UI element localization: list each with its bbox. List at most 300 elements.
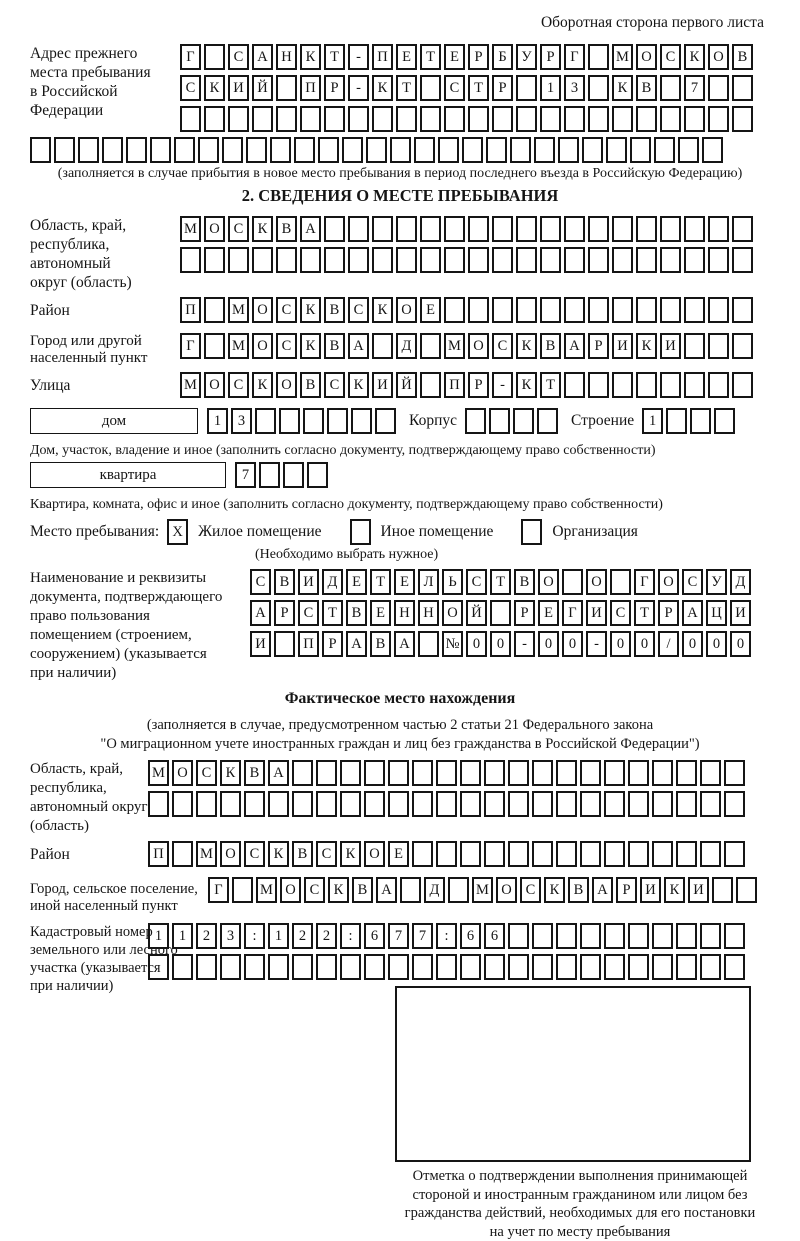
char-cell[interactable]: 2 (196, 923, 217, 949)
char-cell[interactable] (652, 954, 673, 980)
char-cell[interactable] (708, 75, 729, 101)
char-cell[interactable] (316, 791, 337, 817)
char-cell[interactable] (340, 954, 361, 980)
char-cell[interactable] (259, 462, 280, 488)
char-cell[interactable]: 3 (564, 75, 585, 101)
char-cell[interactable] (490, 600, 511, 626)
char-cell[interactable]: И (298, 569, 319, 595)
char-cell[interactable]: 7 (412, 923, 433, 949)
char-cell[interactable]: Т (420, 44, 441, 70)
char-cell[interactable] (348, 106, 369, 132)
char-cell[interactable] (126, 137, 147, 163)
char-cell[interactable]: 1 (148, 923, 169, 949)
char-cell[interactable] (564, 216, 585, 242)
char-cell[interactable] (204, 333, 225, 359)
char-cell[interactable] (708, 372, 729, 398)
char-cell[interactable] (324, 216, 345, 242)
char-cell[interactable] (148, 791, 169, 817)
char-cell[interactable]: С (304, 877, 325, 903)
char-cell[interactable]: - (348, 75, 369, 101)
char-cell[interactable]: - (492, 372, 513, 398)
char-cell[interactable]: М (180, 372, 201, 398)
char-cell[interactable] (180, 106, 201, 132)
char-cell[interactable] (420, 247, 441, 273)
char-cell[interactable] (628, 791, 649, 817)
char-cell[interactable]: Т (370, 569, 391, 595)
char-cell[interactable] (732, 247, 753, 273)
char-cell[interactable] (420, 216, 441, 242)
char-cell[interactable]: - (348, 44, 369, 70)
char-cell[interactable]: К (340, 841, 361, 867)
char-cell[interactable] (532, 791, 553, 817)
char-cell[interactable]: 0 (538, 631, 559, 657)
char-cell[interactable] (294, 137, 315, 163)
char-cell[interactable] (484, 954, 505, 980)
char-cell[interactable] (724, 791, 745, 817)
char-cell[interactable]: М (612, 44, 633, 70)
char-cell[interactable]: 1 (207, 408, 228, 434)
char-cell[interactable]: 0 (682, 631, 703, 657)
char-cell[interactable]: Е (420, 297, 441, 323)
char-cell[interactable] (316, 954, 337, 980)
char-cell[interactable] (612, 297, 633, 323)
char-cell[interactable]: С (316, 841, 337, 867)
char-cell[interactable]: Т (324, 44, 345, 70)
char-cell[interactable] (460, 791, 481, 817)
prev-address-row-1[interactable] (180, 44, 756, 70)
char-cell[interactable] (78, 137, 99, 163)
char-cell[interactable]: К (612, 75, 633, 101)
char-cell[interactable]: С (660, 44, 681, 70)
char-cell[interactable] (196, 954, 217, 980)
char-cell[interactable] (468, 216, 489, 242)
char-cell[interactable] (396, 247, 417, 273)
char-cell[interactable] (348, 216, 369, 242)
char-cell[interactable]: В (276, 216, 297, 242)
char-cell[interactable] (532, 923, 553, 949)
char-cell[interactable] (228, 247, 249, 273)
char-cell[interactable] (660, 372, 681, 398)
char-cell[interactable] (508, 841, 529, 867)
char-cell[interactable]: 3 (220, 923, 241, 949)
char-cell[interactable]: 2 (316, 923, 337, 949)
char-cell[interactable] (492, 297, 513, 323)
char-cell[interactable]: / (658, 631, 679, 657)
char-cell[interactable] (556, 954, 577, 980)
char-cell[interactable] (444, 297, 465, 323)
char-cell[interactable] (292, 760, 313, 786)
char-cell[interactable] (420, 106, 441, 132)
char-cell[interactable]: К (220, 760, 241, 786)
char-cell[interactable] (652, 791, 673, 817)
char-cell[interactable]: И (586, 600, 607, 626)
char-cell[interactable] (508, 791, 529, 817)
char-cell[interactable]: Е (388, 841, 409, 867)
char-cell[interactable] (580, 841, 601, 867)
char-cell[interactable]: С (228, 216, 249, 242)
char-cell[interactable] (327, 408, 348, 434)
char-cell[interactable] (444, 216, 465, 242)
checkbox-residential[interactable]: X (167, 519, 188, 545)
char-cell[interactable]: О (280, 877, 301, 903)
char-cell[interactable] (556, 841, 577, 867)
char-cell[interactable] (628, 760, 649, 786)
char-cell[interactable]: М (256, 877, 277, 903)
char-cell[interactable] (690, 408, 711, 434)
char-cell[interactable] (684, 247, 705, 273)
char-cell[interactable]: Й (466, 600, 487, 626)
char-cell[interactable]: А (394, 631, 415, 657)
char-cell[interactable]: И (640, 877, 661, 903)
char-cell[interactable]: Е (396, 44, 417, 70)
char-cell[interactable]: В (352, 877, 373, 903)
char-cell[interactable] (420, 333, 441, 359)
char-cell[interactable]: Б (492, 44, 513, 70)
char-cell[interactable] (678, 137, 699, 163)
char-cell[interactable] (388, 954, 409, 980)
char-cell[interactable] (324, 247, 345, 273)
char-cell[interactable]: П (180, 297, 201, 323)
char-cell[interactable] (612, 372, 633, 398)
char-cell[interactable]: И (250, 631, 271, 657)
char-cell[interactable] (180, 247, 201, 273)
char-cell[interactable] (412, 760, 433, 786)
char-cell[interactable]: О (204, 372, 225, 398)
cadastre-row-1[interactable] (148, 923, 748, 949)
char-cell[interactable]: : (436, 923, 457, 949)
char-cell[interactable]: О (468, 333, 489, 359)
char-cell[interactable]: В (540, 333, 561, 359)
char-cell[interactable] (412, 841, 433, 867)
char-cell[interactable] (279, 408, 300, 434)
char-cell[interactable]: О (538, 569, 559, 595)
char-cell[interactable]: И (730, 600, 751, 626)
char-cell[interactable] (300, 247, 321, 273)
char-cell[interactable] (232, 877, 253, 903)
char-cell[interactable]: М (228, 297, 249, 323)
char-cell[interactable] (486, 137, 507, 163)
char-cell[interactable] (556, 760, 577, 786)
char-cell[interactable] (204, 247, 225, 273)
char-cell[interactable] (564, 297, 585, 323)
char-cell[interactable]: П (372, 44, 393, 70)
char-cell[interactable]: С (682, 569, 703, 595)
char-cell[interactable]: В (732, 44, 753, 70)
char-cell[interactable] (400, 877, 421, 903)
document-row-2[interactable] (250, 600, 754, 626)
char-cell[interactable] (532, 841, 553, 867)
checkbox-other-premises[interactable] (350, 519, 371, 545)
char-cell[interactable]: С (228, 44, 249, 70)
char-cell[interactable]: В (636, 75, 657, 101)
char-cell[interactable] (540, 216, 561, 242)
char-cell[interactable] (700, 791, 721, 817)
char-cell[interactable] (652, 760, 673, 786)
char-cell[interactable] (556, 923, 577, 949)
char-cell[interactable]: К (372, 75, 393, 101)
char-cell[interactable]: Г (564, 44, 585, 70)
char-cell[interactable] (172, 791, 193, 817)
char-cell[interactable] (540, 106, 561, 132)
char-cell[interactable] (534, 137, 555, 163)
char-cell[interactable]: Н (418, 600, 439, 626)
actual-region-row-2[interactable] (148, 791, 748, 817)
char-cell[interactable] (448, 877, 469, 903)
char-cell[interactable]: Ц (706, 600, 727, 626)
char-cell[interactable]: Е (346, 569, 367, 595)
char-cell[interactable]: Р (540, 44, 561, 70)
char-cell[interactable]: А (346, 631, 367, 657)
char-cell[interactable] (388, 760, 409, 786)
cadastre-row-2[interactable] (148, 954, 748, 980)
char-cell[interactable] (736, 877, 757, 903)
char-cell[interactable]: А (250, 600, 271, 626)
char-cell[interactable] (606, 137, 627, 163)
char-cell[interactable]: Е (538, 600, 559, 626)
char-cell[interactable]: С (244, 841, 265, 867)
char-cell[interactable] (700, 841, 721, 867)
char-cell[interactable]: М (444, 333, 465, 359)
char-cell[interactable]: Е (394, 569, 415, 595)
char-cell[interactable] (492, 106, 513, 132)
char-cell[interactable]: О (396, 297, 417, 323)
char-cell[interactable] (628, 954, 649, 980)
char-cell[interactable]: К (372, 297, 393, 323)
char-cell[interactable] (580, 791, 601, 817)
char-cell[interactable] (244, 791, 265, 817)
char-cell[interactable] (220, 954, 241, 980)
char-cell[interactable]: - (586, 631, 607, 657)
char-cell[interactable]: Г (562, 600, 583, 626)
char-cell[interactable]: 0 (466, 631, 487, 657)
prev-address-row-4[interactable] (30, 137, 770, 163)
char-cell[interactable] (436, 954, 457, 980)
char-cell[interactable] (652, 923, 673, 949)
char-cell[interactable] (222, 137, 243, 163)
char-cell[interactable] (283, 462, 304, 488)
char-cell[interactable]: Р (492, 75, 513, 101)
char-cell[interactable]: А (268, 760, 289, 786)
char-cell[interactable] (588, 216, 609, 242)
char-cell[interactable]: К (300, 333, 321, 359)
char-cell[interactable] (630, 137, 651, 163)
char-cell[interactable] (292, 954, 313, 980)
char-cell[interactable]: В (514, 569, 535, 595)
char-cell[interactable] (676, 841, 697, 867)
char-cell[interactable]: В (324, 297, 345, 323)
char-cell[interactable]: М (196, 841, 217, 867)
char-cell[interactable] (268, 954, 289, 980)
char-cell[interactable]: И (688, 877, 709, 903)
char-cell[interactable] (372, 333, 393, 359)
district-grid[interactable] (180, 297, 756, 323)
char-cell[interactable]: 7 (388, 923, 409, 949)
char-cell[interactable] (460, 841, 481, 867)
char-cell[interactable]: С (250, 569, 271, 595)
char-cell[interactable] (307, 462, 328, 488)
char-cell[interactable] (484, 760, 505, 786)
char-cell[interactable]: 0 (490, 631, 511, 657)
char-cell[interactable] (660, 216, 681, 242)
char-cell[interactable]: Н (394, 600, 415, 626)
char-cell[interactable] (732, 333, 753, 359)
char-cell[interactable] (342, 137, 363, 163)
char-cell[interactable] (636, 106, 657, 132)
char-cell[interactable] (612, 247, 633, 273)
char-cell[interactable] (351, 408, 372, 434)
char-cell[interactable] (372, 247, 393, 273)
region-row-1[interactable] (180, 216, 756, 242)
char-cell[interactable] (666, 408, 687, 434)
char-cell[interactable] (172, 841, 193, 867)
char-cell[interactable] (732, 372, 753, 398)
char-cell[interactable] (540, 297, 561, 323)
char-cell[interactable]: К (204, 75, 225, 101)
char-cell[interactable] (636, 216, 657, 242)
char-cell[interactable]: Г (208, 877, 229, 903)
char-cell[interactable]: С (466, 569, 487, 595)
char-cell[interactable] (604, 923, 625, 949)
char-cell[interactable] (628, 841, 649, 867)
char-cell[interactable]: 1 (540, 75, 561, 101)
char-cell[interactable] (412, 791, 433, 817)
char-cell[interactable] (556, 791, 577, 817)
char-cell[interactable]: : (244, 923, 265, 949)
char-cell[interactable] (276, 106, 297, 132)
char-cell[interactable] (724, 923, 745, 949)
char-cell[interactable]: - (514, 631, 535, 657)
char-cell[interactable] (516, 297, 537, 323)
char-cell[interactable]: К (252, 216, 273, 242)
char-cell[interactable] (30, 137, 51, 163)
char-cell[interactable] (612, 216, 633, 242)
char-cell[interactable]: Р (514, 600, 535, 626)
char-cell[interactable] (610, 569, 631, 595)
char-cell[interactable]: К (664, 877, 685, 903)
char-cell[interactable] (588, 372, 609, 398)
char-cell[interactable] (700, 954, 721, 980)
char-cell[interactable]: О (636, 44, 657, 70)
char-cell[interactable] (268, 791, 289, 817)
char-cell[interactable] (412, 954, 433, 980)
house-grid[interactable] (207, 408, 399, 434)
char-cell[interactable] (660, 247, 681, 273)
char-cell[interactable]: О (586, 569, 607, 595)
char-cell[interactable] (270, 137, 291, 163)
char-cell[interactable]: Д (730, 569, 751, 595)
char-cell[interactable] (708, 216, 729, 242)
char-cell[interactable] (582, 137, 603, 163)
char-cell[interactable] (537, 408, 558, 434)
char-cell[interactable] (375, 408, 396, 434)
char-cell[interactable] (660, 297, 681, 323)
char-cell[interactable]: Р (658, 600, 679, 626)
char-cell[interactable]: А (376, 877, 397, 903)
char-cell[interactable] (724, 760, 745, 786)
actual-city-grid[interactable] (208, 877, 760, 903)
char-cell[interactable] (508, 760, 529, 786)
char-cell[interactable] (712, 877, 733, 903)
char-cell[interactable]: А (300, 216, 321, 242)
char-cell[interactable]: О (204, 216, 225, 242)
char-cell[interactable]: К (684, 44, 705, 70)
apartment-grid[interactable] (235, 462, 331, 488)
actual-district-grid[interactable] (148, 841, 748, 867)
char-cell[interactable]: 6 (364, 923, 385, 949)
char-cell[interactable]: Р (616, 877, 637, 903)
char-cell[interactable]: Д (424, 877, 445, 903)
char-cell[interactable] (676, 923, 697, 949)
char-cell[interactable] (396, 106, 417, 132)
char-cell[interactable] (684, 297, 705, 323)
char-cell[interactable]: 0 (562, 631, 583, 657)
char-cell[interactable]: 0 (730, 631, 751, 657)
stroenie-grid[interactable] (642, 408, 738, 434)
char-cell[interactable] (564, 247, 585, 273)
char-cell[interactable] (532, 760, 553, 786)
char-cell[interactable] (484, 791, 505, 817)
char-cell[interactable]: М (180, 216, 201, 242)
char-cell[interactable]: А (564, 333, 585, 359)
char-cell[interactable]: Л (418, 569, 439, 595)
char-cell[interactable]: С (444, 75, 465, 101)
char-cell[interactable]: И (372, 372, 393, 398)
char-cell[interactable] (732, 216, 753, 242)
char-cell[interactable]: Т (468, 75, 489, 101)
char-cell[interactable]: О (252, 297, 273, 323)
char-cell[interactable] (220, 791, 241, 817)
char-cell[interactable] (708, 106, 729, 132)
char-cell[interactable] (684, 333, 705, 359)
char-cell[interactable] (436, 841, 457, 867)
char-cell[interactable] (684, 216, 705, 242)
char-cell[interactable]: 2 (292, 923, 313, 949)
char-cell[interactable] (444, 106, 465, 132)
char-cell[interactable]: И (228, 75, 249, 101)
char-cell[interactable]: Р (322, 631, 343, 657)
char-cell[interactable] (276, 247, 297, 273)
char-cell[interactable] (492, 247, 513, 273)
char-cell[interactable] (492, 216, 513, 242)
char-cell[interactable]: М (148, 760, 169, 786)
char-cell[interactable]: Ь (442, 569, 463, 595)
char-cell[interactable] (274, 631, 295, 657)
char-cell[interactable] (364, 954, 385, 980)
char-cell[interactable] (580, 760, 601, 786)
char-cell[interactable] (516, 75, 537, 101)
char-cell[interactable]: О (442, 600, 463, 626)
char-cell[interactable]: С (610, 600, 631, 626)
char-cell[interactable] (372, 106, 393, 132)
char-cell[interactable]: 7 (235, 462, 256, 488)
char-cell[interactable]: Й (252, 75, 273, 101)
char-cell[interactable] (364, 760, 385, 786)
char-cell[interactable] (148, 954, 169, 980)
char-cell[interactable]: 0 (610, 631, 631, 657)
char-cell[interactable] (252, 247, 273, 273)
char-cell[interactable] (588, 247, 609, 273)
char-cell[interactable]: В (292, 841, 313, 867)
char-cell[interactable]: К (300, 297, 321, 323)
char-cell[interactable]: К (328, 877, 349, 903)
char-cell[interactable] (460, 760, 481, 786)
char-cell[interactable] (318, 137, 339, 163)
char-cell[interactable] (420, 372, 441, 398)
char-cell[interactable]: С (276, 297, 297, 323)
char-cell[interactable]: Р (588, 333, 609, 359)
document-row-3[interactable] (250, 631, 754, 657)
char-cell[interactable]: Й (396, 372, 417, 398)
